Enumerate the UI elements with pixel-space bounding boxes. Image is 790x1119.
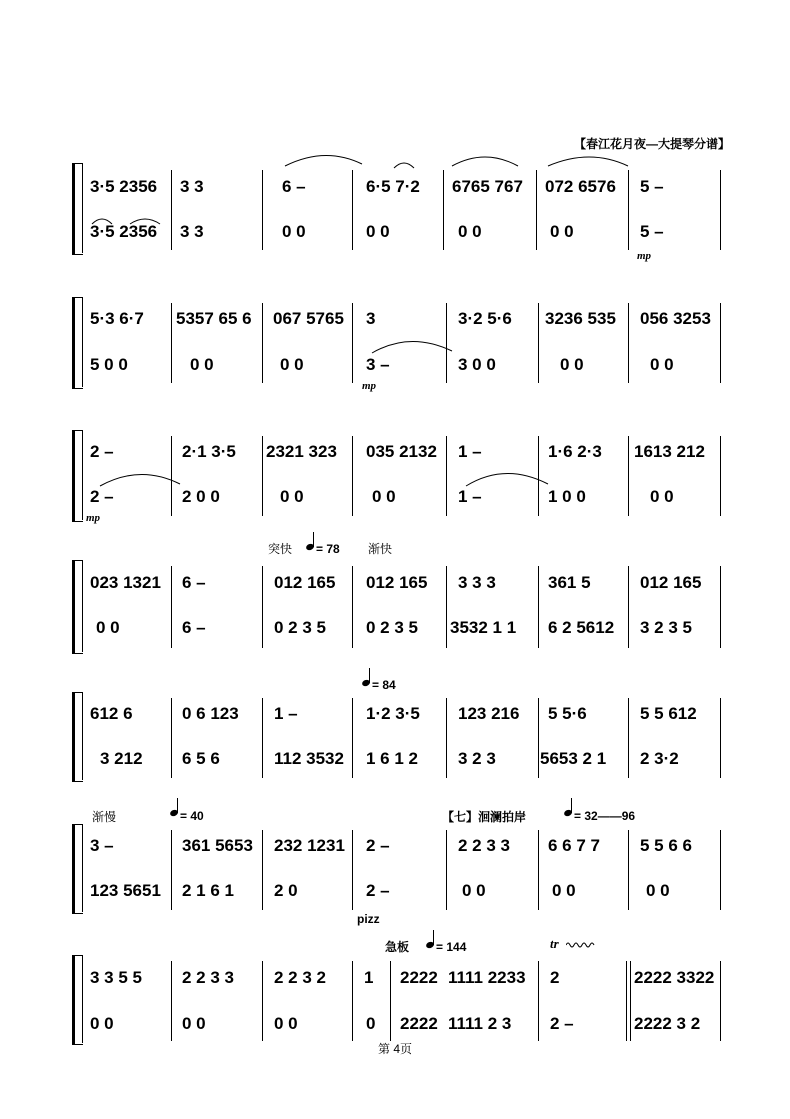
barline (446, 698, 447, 778)
slur-arcs (0, 150, 790, 190)
note-group: 1111 2233 (448, 968, 526, 987)
note-group: 5 – (640, 177, 664, 196)
note-group: 3 3 (180, 222, 204, 241)
barline (352, 698, 353, 778)
note-group: 1·6 2·3 (548, 442, 602, 461)
note-group: 0 0 (280, 355, 304, 374)
metronome-mark: = 144 (436, 940, 467, 954)
note-group: 0 0 (550, 222, 574, 241)
note-group: 1 6 1 2 (366, 749, 418, 768)
barline (720, 566, 721, 648)
barline (446, 830, 447, 910)
note-group: 0 0 (366, 222, 390, 241)
note-group: 3 – (90, 836, 114, 855)
note-group: 0 0 (646, 881, 670, 900)
note-group: 0 (366, 1014, 376, 1033)
note-group: 035 2132 (366, 442, 437, 461)
system-barline (82, 955, 83, 1043)
dynamic-mark: mp (86, 512, 101, 524)
barline (538, 961, 539, 1041)
note-group: 3532 1 1 (450, 618, 517, 637)
metronome-mark: = 40 (180, 809, 204, 823)
tie-arcs (0, 466, 790, 496)
note-group: 0 0 (280, 487, 304, 506)
note-group: 6 6 7 7 (548, 836, 600, 855)
note-group: 2 0 (274, 881, 298, 900)
note-group: 067 5765 (273, 309, 344, 328)
note-group: 361 5653 (182, 836, 253, 855)
note-group: 2 – (550, 1014, 574, 1033)
barline (262, 698, 263, 778)
barline (352, 961, 353, 1041)
note-group: 6765 767 (452, 177, 523, 196)
note-group: 2321 323 (266, 442, 337, 461)
dynamic-mark: mp (362, 380, 377, 392)
note-group: 6 – (182, 573, 206, 592)
page-number: 第 4页 (377, 1042, 412, 1056)
note-group: 361 5 (548, 573, 591, 592)
tempo-text: 渐慢 (92, 810, 117, 824)
system-barline (82, 560, 83, 652)
barline (720, 830, 721, 910)
note-group: 2222 (400, 1014, 438, 1033)
note-group: 2 1 6 1 (182, 881, 234, 900)
note-group: 2 – (90, 442, 114, 461)
note-group: 1 (364, 968, 374, 987)
slur-arcs (0, 210, 790, 230)
barline (390, 961, 391, 1041)
barline (628, 830, 629, 910)
note-group: 3·2 5·6 (458, 309, 512, 328)
note-group: 1613 212 (634, 442, 705, 461)
note-group: 3·5 2356 (90, 177, 158, 196)
note-group: 0 2 3 5 (274, 618, 326, 637)
note-group: 3 212 (100, 749, 143, 768)
note-group: 2 – (366, 836, 390, 855)
note-group: 012 165 (274, 573, 336, 592)
note-group: 3·5 2356 (90, 222, 158, 241)
barline (628, 698, 629, 778)
note-group: 2 2 3 3 (182, 968, 234, 987)
metronome-mark: = 84 (372, 678, 396, 692)
note-group: 1 – (458, 442, 482, 461)
note-group: 5 – (640, 222, 664, 241)
note-group: 3 3 5 5 (90, 968, 142, 987)
note-group: 1·2 3·5 (366, 704, 420, 723)
note-group: 0 0 (90, 1014, 114, 1033)
barline (262, 830, 263, 910)
trill-mark: tr (550, 936, 559, 951)
barline (628, 566, 629, 648)
score-title: 【春江花月夜—大提琴分谱】 (573, 137, 730, 151)
note-group: 123 216 (458, 704, 520, 723)
note-group: 5 5 6 6 (640, 836, 692, 855)
note-group: 5653 2 1 (540, 749, 607, 768)
note-group: 6 – (282, 177, 306, 196)
note-group: 0 0 (462, 881, 486, 900)
system-barline (82, 692, 83, 780)
barline (720, 961, 721, 1041)
note-group: 3 3 3 (458, 573, 496, 592)
note-group: 6 5 6 (182, 749, 220, 768)
dynamic-mark: mp (637, 250, 652, 262)
note-group: 3236 535 (545, 309, 616, 328)
tempo-text: 急板 (385, 940, 410, 954)
note-group: 3 (366, 309, 376, 328)
note-group: 1 0 0 (548, 487, 586, 506)
note-group: 2 0 0 (182, 487, 220, 506)
note-group: 612 6 (90, 704, 133, 723)
note-group: 0 0 (190, 355, 214, 374)
note-group: 2 3·2 (640, 749, 679, 768)
barline (538, 830, 539, 910)
note-group: 2 – (90, 487, 114, 506)
metronome-mark: = 32——96 (574, 809, 636, 823)
barline (720, 698, 721, 778)
note-group: 2 2 3 2 (274, 968, 326, 987)
note-group: 0 0 (96, 618, 120, 637)
note-group: 5 5·6 (548, 704, 587, 723)
note-group: 2 – (366, 881, 390, 900)
trill-wave-icon (566, 940, 600, 950)
note-group: 1111 2 3 (448, 1014, 512, 1033)
note-group: 123 5651 (90, 881, 161, 900)
note-group: 0 0 (274, 1014, 298, 1033)
note-group: 0 0 (458, 222, 482, 241)
note-group: 6 – (182, 618, 206, 637)
barline (171, 566, 172, 648)
barline (171, 698, 172, 778)
tempo-text: 突快 (268, 542, 293, 556)
note-group: 056 3253 (640, 309, 711, 328)
note-group: 2222 (400, 968, 438, 987)
note-group: 072 6576 (545, 177, 616, 196)
note-group: 0 0 (182, 1014, 206, 1033)
note-group: 012 165 (640, 573, 702, 592)
note-group: 5 0 0 (90, 355, 128, 374)
tie-arc (0, 335, 790, 365)
metronome-mark: = 78 (316, 542, 340, 556)
note-group: 0 0 (282, 222, 306, 241)
note-group: 0 0 (552, 881, 576, 900)
note-group: 3 0 0 (458, 355, 496, 374)
barline (262, 961, 263, 1041)
barline (538, 698, 539, 778)
note-group: 5·3 6·7 (90, 309, 144, 328)
barline (171, 830, 172, 910)
note-group: 3 3 (180, 177, 204, 196)
technique-mark: pizz (357, 912, 380, 926)
section-title: 【七】洄澜拍岸 (442, 810, 527, 824)
note-group: 232 1231 (274, 836, 345, 855)
double-barline (626, 961, 631, 1041)
barline (352, 830, 353, 910)
barline (352, 566, 353, 648)
note-group: 0 0 (650, 355, 674, 374)
note-group: 0 0 (650, 487, 674, 506)
note-group: 112 3532 (274, 749, 344, 768)
note-group: 012 165 (366, 573, 428, 592)
note-group: 2222 3 2 (634, 1014, 701, 1033)
note-group: 1 – (274, 704, 298, 723)
note-group: 3 2 3 5 (640, 618, 692, 637)
note-group: 3 – (366, 355, 390, 374)
note-group: 5 5 612 (640, 704, 697, 723)
barline (538, 566, 539, 648)
note-group: 6 2 5612 (548, 618, 615, 637)
note-group: 3 2 3 (458, 749, 496, 768)
system-barline (82, 824, 83, 912)
barline (446, 566, 447, 648)
tempo-text: 渐快 (368, 542, 393, 556)
note-group: 0 0 (372, 487, 396, 506)
note-group: 2·1 3·5 (182, 442, 236, 461)
note-group: 0 0 (560, 355, 584, 374)
note-group: 0 2 3 5 (366, 618, 418, 637)
note-group: 2 2 3 3 (458, 836, 510, 855)
note-group: 5357 65 6 (176, 309, 252, 328)
note-group: 1 – (458, 487, 482, 506)
note-group: 2 (550, 968, 560, 987)
note-group: 0 6 123 (182, 704, 239, 723)
note-group: 6·5 7·2 (366, 177, 420, 196)
note-group: 2222 3322 (634, 968, 715, 987)
barline (262, 566, 263, 648)
barline (171, 961, 172, 1041)
note-group: 023 1321 (90, 573, 161, 592)
